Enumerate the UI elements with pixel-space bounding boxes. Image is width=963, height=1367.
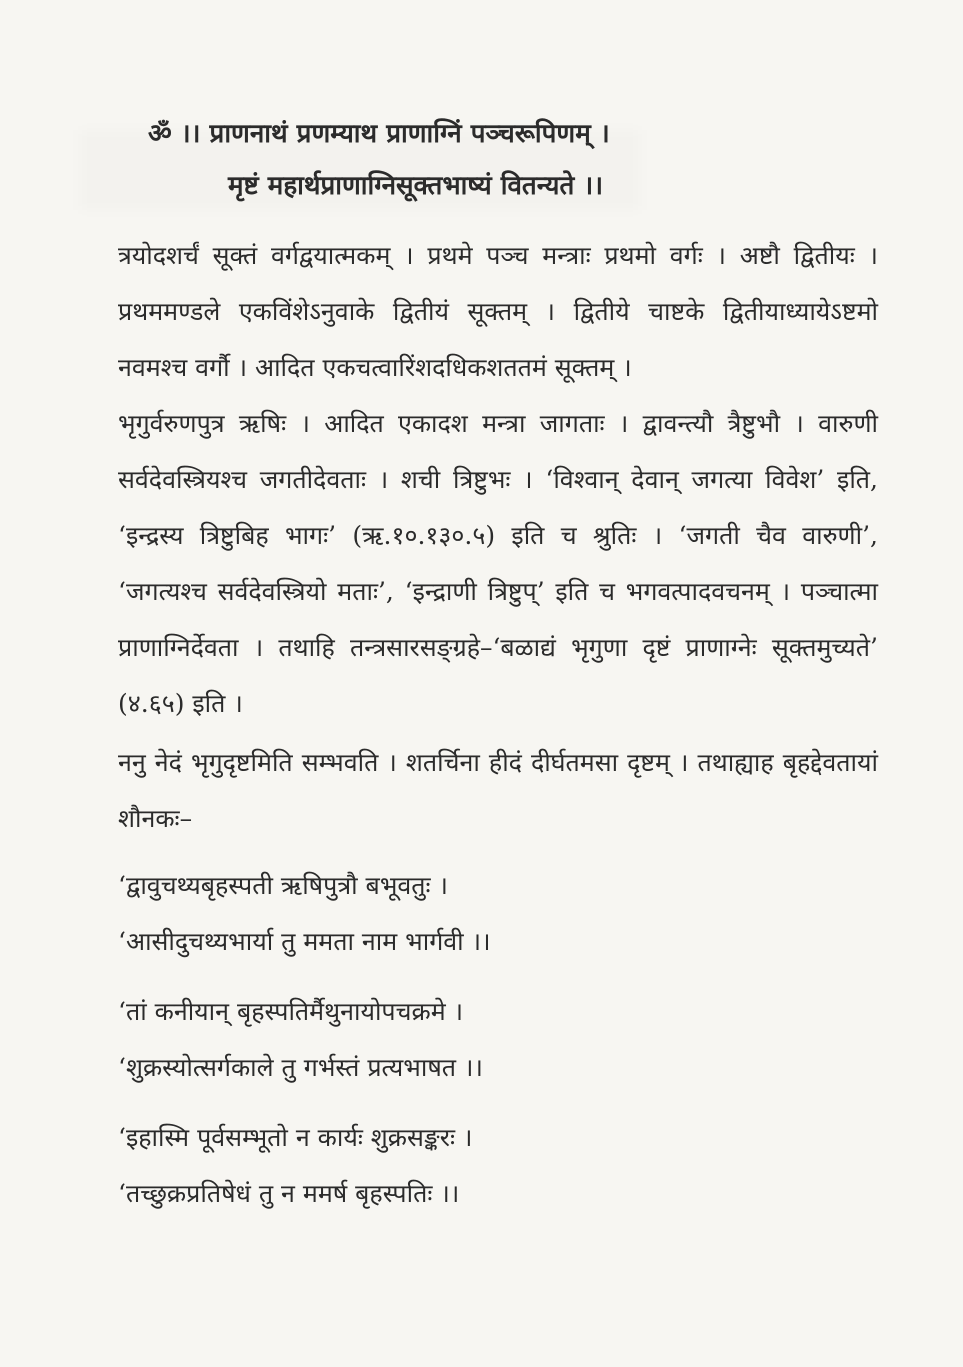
invocation-line-2: मृष्टं महार्थप्राणाग्निसूक्तभाष्यं वितन्यते ।। bbox=[228, 171, 604, 201]
verse-1-line-2: ‘आसीदुचथ्यभार्या तु ममता नाम भार्गवी ।। bbox=[118, 927, 491, 956]
verse-3-line-2: ‘तच्छुक्रप्रतिषेधं तु न ममर्ष बृहस्पतिः ।। bbox=[118, 1179, 460, 1208]
verse-2-line-2: ‘शुक्रस्योत्सर्गकाले तु गर्भस्तं प्रत्यभाषत ।। bbox=[118, 1053, 483, 1082]
verse-1 bbox=[118, 858, 858, 970]
quoted-verses bbox=[118, 858, 858, 1236]
paragraph-3: ननु नेदं भृगुदृष्टमिति सम्भवति । शतर्चिना हीदं दीर्घतमसा दृष्टम् । तथाह्याह बृहद्देवतायां शौनकः– bbox=[118, 748, 878, 833]
paragraph-2: भृगुर्वरुणपुत्र ऋषिः । आदित एकादश मन्त्रा जागताः । द्वावन्त्यौ त्रैष्टुभौ । वारुणी सर्वदेवस्त्रियश्च जगतीदेवताः । शची त्रिष्टुभः । ‘विश्वान् देवान् जगत्या विवेश’ इति, ‘इन्द्रस्य त्रिष्टुबिह भागः’ (ऋ.१०.१३०.५) इति च श्रुतिः । ‘जगती चैव वारुणी’, ‘जगत्यश्च सर्वदेवस्त्रियो मताः’, ‘इन्द्राणी त्रिष्टुप्’ इति च भगवत्पादवचनम् । पञ्चात्मा प्राणाग्निर्देवता । तथाहि तन्त्रसारसङ्ग्रहे–‘बळाद्यं भृगुणा दृष्टं प्राणाग्नेः सूक्तमुच्यते’ (४.६५) इति । bbox=[118, 409, 878, 718]
verse-1-line-1: ‘द्वावुचथ्यबृहस्पती ऋषिपुत्रौ बभूवतुः । bbox=[118, 871, 449, 900]
invocation-verse bbox=[148, 108, 908, 212]
verse-2 bbox=[118, 984, 858, 1096]
paragraph-1: त्रयोदशर्चं सूक्तं वर्गद्वयात्मकम् । प्रथमे पञ्च मन्त्राः प्रथमो वर्गः । अष्टौ द्वितीयः । प्रथममण्डले एकविंशेऽनुवाके द्वितीयं सूक्तम् । द्वितीये चाष्टके द्वितीयाध्यायेऽष्टमो नवमश्च वर्गौ । आदित एकचत्वारिंशदधिकशततमं सूक्तम् । bbox=[118, 241, 878, 382]
verse-2-line-1: ‘तां कनीयान् बृहस्पतिर्मैथुनायोपचक्रमे । bbox=[118, 997, 464, 1026]
verse-3 bbox=[118, 1110, 858, 1222]
verse-3-line-1: ‘इहास्मि पूर्वसम्भूतो न कार्यः शुक्रसङ्करः । bbox=[118, 1123, 473, 1152]
invocation-line-1: ॐ ।। प्राणनाथं प्रणम्याथ प्राणाग्निं पञ्चरूपिणम् । bbox=[148, 119, 610, 149]
